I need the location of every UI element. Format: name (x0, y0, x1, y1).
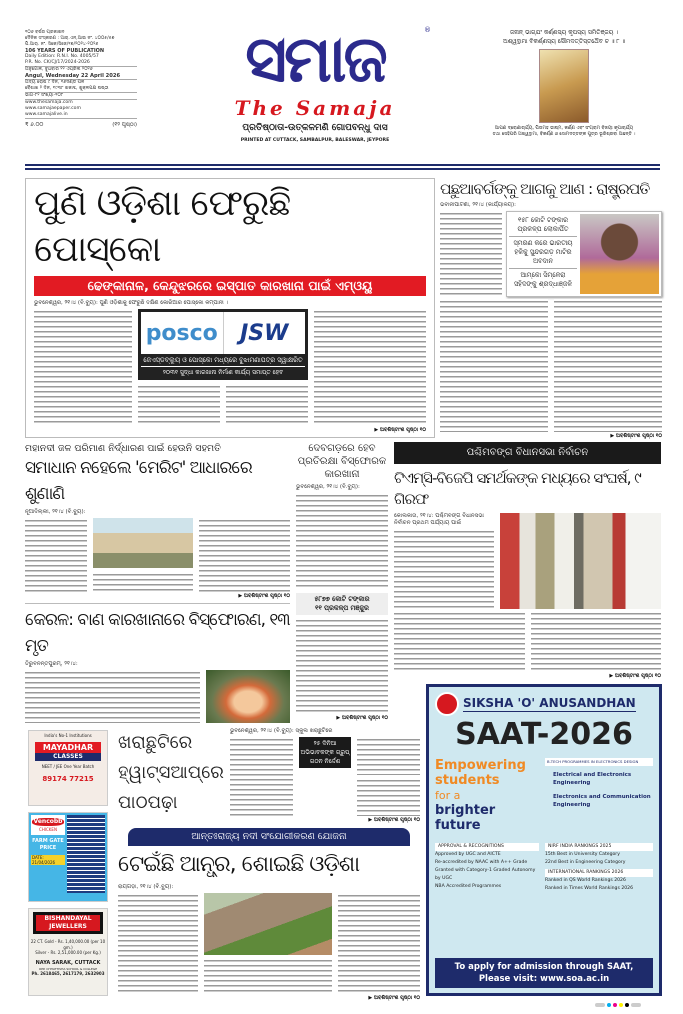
registration-marks (595, 1003, 641, 1007)
divider (25, 603, 290, 604)
deogarh-story (296, 442, 388, 722)
price: ₹ ୬.୦୦ (25, 122, 44, 128)
summer-body-3 (357, 778, 420, 816)
river-dateline: ରାୟଗଡ଼ା, ୨୧।୪ (ବି.ବ୍ୟୁ): (118, 884, 174, 890)
river-photo (204, 893, 332, 955)
approval-heading: APPROVAL & RECOGNITIONS (435, 843, 539, 851)
ad-phone: Ph. 2618465, 2617179, 2632903 (31, 970, 105, 976)
projects-box-line1: ୫୮୭୭ କୋଟି ଟଙ୍କାର (314, 594, 370, 603)
ad-phone: 89174 77215 (42, 775, 94, 783)
projects-box (296, 593, 388, 615)
bengal-banner: ପଶ୍ଚିମବଙ୍ଗ ବିଧାନସଭା ନିର୍ବାଚନ (394, 442, 661, 464)
continued-link[interactable]: ▶ ଅବଶିଷ୍ଟାଂଶ ପୃଷ୍ଠା ୧୦ (336, 715, 388, 721)
printed-at: PRINTED AT CUTTACK, SAMBALPUR, BALESWAR, JEYPORE (240, 138, 390, 143)
mahanadi-body-1 (25, 518, 87, 592)
ad-tagline: India's No-1 Institutions (44, 733, 92, 738)
header-rule (25, 164, 660, 166)
live-link[interactable]: www.samajalive.in (25, 112, 137, 119)
soa-saat-ad[interactable] (426, 684, 662, 996)
president-body-2 (440, 299, 548, 432)
summer-body-2 (357, 737, 420, 775)
president-body-3 (554, 299, 662, 432)
soa-title: SAAT-2026 (455, 717, 633, 752)
lead-body-col1 (34, 309, 132, 426)
bengal-body-2 (394, 611, 525, 672)
soa-logo (435, 692, 459, 716)
continued-link[interactable]: ▶ ଅବଶିଷ୍ଟାଂଶ ପୃଷ୍ଠା ୧୦ (238, 593, 290, 599)
summer-box: ୨୫ ଦିନିଆ ଅଭିଭାବକଙ୍କ ଗ୍ରୁପ୍ ଗଠନ ନିର୍ଦ୍ଦେଶ (299, 737, 351, 768)
continued-link[interactable]: ▶ ଅବଶିଷ୍ଟାଂଶ ପୃଷ୍ଠା ୧୦ (374, 427, 426, 433)
continued-link[interactable]: ▶ ଅବଶିଷ୍ଟାଂଶ ପୃଷ୍ଠା ୧୦ (368, 995, 420, 1001)
lead-body-col3 (226, 384, 308, 426)
almanac-1: ଅଦ୍ୟ ରୋଷ ୯ ଦିନ, ୧୬ଦଣ୍ଡ ପଳ (25, 80, 85, 85)
farm-gate-price: FARM GATE PRICE (32, 838, 64, 851)
ad-brand: MAYADHAR (35, 742, 101, 753)
ranking-item: 15th Best in University Category (545, 852, 620, 857)
bengal-headline[interactable]: ଟିଏମ୍‌ସି-ବିଜେପି ସମର୍ଥକଙ୍କ ମଧ୍ୟରେ ସଂଘର୍ଷ, ୯ ଗିରଫ (394, 469, 641, 508)
header-rule-2 (25, 168, 660, 170)
ad-course: NEET / JEE One Year Batch (41, 764, 95, 769)
approval-item: Re-accredited by NAAC with A++ Grade (435, 860, 528, 865)
lead-banner: ଢେଙ୍କାନାଳ, କେନ୍ଦୁଝରରେ ଇସ୍ପାତ କାରଖାନା ପାଇଁ ଏମ୍ଓୟୁ (34, 276, 426, 296)
soa-apply-cta[interactable]: To apply for admission through SAAT, Please visit: www.soa.ac.in (435, 958, 653, 988)
bengal-story (394, 442, 661, 680)
pr-odia: ପି.ଆର୍. ନଂ. ସିକେ/ସିଜେ/୧୭/୨୦୨୪-୨୦୨୬ (25, 42, 99, 47)
kerala-story (25, 607, 290, 723)
kerala-headline[interactable]: କେରଳ: ବାଣ କାରଖାନାରେ ବିସ୍ଫୋରଣ, ୧୩ ମୃତ (25, 610, 290, 656)
date-odia: ଅନୁଗୋଳ, ବୁଧବାର ୨୨ ଏପ୍ରିଲ ୨୦୨୬ (25, 67, 93, 72)
publication-years-odia: ୧୦୬ ବର୍ଷର ପ୍ରକାଶନ (25, 30, 65, 35)
river-banner: ଆନ୍ତଃରାଜ୍ୟ ନଦୀ ସଂଯୋଗୀକରଣ ଯୋଜନା (128, 828, 410, 846)
approval-item: Granted with Category-1 Graded Autonomy by UGC (435, 868, 536, 881)
image-caption: ଜେଏସ୍‌ଡବ୍ଲ୍ୟୁ ଓ ପୋସ୍କୋ ମଧ୍ୟରେ ବୁଝାମଣାପତ୍ର ସ୍ୱାକ୍ଷରିତ (143, 356, 303, 364)
jsw-logo: JSW (223, 312, 306, 354)
volume: ଭାଗ-୮୨ ସଂଖ୍ୟା-୧୦୮ (25, 93, 137, 100)
page-count: (୧୨ ପୃଷ୍ଠା) (112, 122, 137, 128)
river-body-3 (338, 893, 420, 994)
president-highlights (506, 211, 662, 297)
edition-info (25, 30, 137, 129)
masthead (185, 24, 445, 144)
ranking-item: 22nd Best in Engineering Category (545, 860, 626, 865)
deogarh-body-2 (296, 618, 388, 715)
epaper-link[interactable]: www.samajaepaper.com (25, 106, 81, 111)
kerala-dateline: ତିରୁବନନ୍ତପୁରମ୍, ୨୧।୪: (25, 661, 78, 667)
mayadhar-ad[interactable] (28, 730, 108, 806)
deogarh-body (296, 493, 388, 590)
president-body (440, 211, 502, 297)
ad-brand-sub: CLASSES (35, 753, 101, 761)
continued-link[interactable]: ▶ ଅବଶିଷ୍ଟାଂଶ ପୃଷ୍ଠା ୧୦ (609, 673, 661, 679)
highlight-item: ୧୫୮ କୋଟି ଟଙ୍କାର ପ୍ରକଳ୍ପ ଲୋକାର୍ପିତ (509, 214, 577, 237)
quote-caption-2: ତଥା ସେହିପରି ଅଶ୍ୱତ୍ଥାମା, ବିକର୍ଣ୍ଣ ଓ ସୋମଦତ୍ତଙ୍କ ପୁତ୍ର ଭୂରିଶ୍ରବା ଅଛନ୍ତି । (492, 132, 636, 137)
bengal-body-1 (394, 529, 494, 609)
summer-body-1 (230, 737, 293, 816)
silver-rate: Silver - Rs. 2,51,000.00 (per Kg.) (35, 950, 101, 955)
ad-brand: Vencobb (33, 818, 63, 825)
fire-photo (206, 670, 290, 723)
mahanadi-dateline: ନୂଆଦିଲ୍ଲୀ, ୨୧।୪ (ବି.ବ୍ୟୁ): (25, 509, 86, 515)
mahanadi-story (25, 442, 290, 600)
soa-tagline: Empowering students for a brighter future (435, 758, 526, 833)
ranking-item: Ranked in Times World Rankings 2026 (545, 886, 634, 891)
approval-item: NBA Accredited Programmes (435, 884, 502, 889)
river-story (118, 828, 420, 1002)
gold-rate: 22 CT. Gold - Rs. 1,40,000.00 (per 10 gm.) (30, 939, 106, 950)
approval-item: Approved by UGC and AICTE (435, 852, 501, 857)
lead-body-col2 (138, 384, 220, 426)
price-table (67, 815, 105, 893)
summer-story (118, 728, 420, 824)
continued-link[interactable]: ▶ ଅବଶିଷ୍ଟାଂଶ ପୃଷ୍ଠା ୧୦ (368, 817, 420, 823)
summer-headline[interactable]: ଖରାଛୁଟିରେ ହ୍ୱାଟ୍‌ସଆପ୍‌ରେ ପାଠପଢ଼ା (118, 732, 224, 813)
mahanadi-body-3 (199, 518, 290, 592)
masthead-motto: ପ୍ରତିଷ୍ଠାତା-ଉତ୍କଳମଣି ଗୋପବନ୍ଧୁ ଦାସ (242, 123, 388, 133)
website-link[interactable]: www.thesamaja.com (25, 100, 73, 105)
pr-number: P.R. No. CK/CJ/17/2024-2026 (25, 60, 137, 67)
image-subcaption: ୨୦୩୧ ସୁଦ୍ଧା କାରଖାନା ନିର୍ମାଣ କାର୍ଯ୍ୟ ସମାପ୍ତ ହେବ (141, 366, 305, 377)
intl-heading: INTERNATIONAL RANKINGS 2026 (545, 869, 653, 877)
years-of-publication: 106 YEARS OF PUBLICATION (25, 48, 105, 54)
soa-brand: SIKSHA 'O' ANUSANDHAN (463, 696, 636, 710)
river-body-2 (204, 958, 332, 994)
mahanadi-body-2 (93, 572, 193, 592)
lead-dateline: ଭୁବନେଶ୍ୱର, ୨୧।୪ (ବି.ବ୍ୟୁ): ପୁଣି ଓଡ଼ିଶାକୁ ଫେରୁଛି ଦକ୍ଷିଣ କୋରିଆର ପୋସ୍କୋ କମ୍ପାନୀ । (34, 300, 228, 306)
almanac-2: ବୈଶାଖ ୨ ଦିନ, ୧୯୩୮ ଶକାବ୍ଦ, ଶୁକ୍ଳପକ୍ଷ ଷଷ୍ଠୀ (25, 86, 137, 93)
bengal-body-3 (531, 611, 662, 672)
river-headline[interactable]: ଟେଇଁଛି ଆନ୍ଧ୍ର, ଶୋଇଛି ଓଡ଼ିଶା (118, 852, 360, 877)
quote-line-2: ଅଶ୍ୱତ୍ଥାମା ବିକର୍ଣ୍ଣସ୍ୟ ସୌମଦତ୍ତିସ୍ତଥୈବ ଚ ॥ ୮ ॥ (503, 38, 625, 45)
ad-brand-sub: CHICKEN (39, 827, 57, 832)
president-story (440, 178, 662, 440)
clash-photo (500, 513, 661, 609)
posco-jsw-image (138, 309, 308, 380)
program-item: Electrical and Electronics Engineering (553, 772, 632, 786)
kerala-body (25, 670, 200, 723)
president-dateline: ଭବାନୀପାଟଣା, ୨୧।୪ (କାର୍ଯ୍ୟାଳୟ): (440, 202, 516, 208)
posco-logo: posco (141, 312, 223, 354)
masthead-logo: ସମାଜ ® The Samaja (234, 23, 431, 120)
summer-dateline: ଭୁବନେଶ୍ୱର, ୨୧।୪ (ବି.ବ୍ୟୁ): ସ୍କୁଲ ଖରାଛୁଟିରେ (229, 728, 333, 734)
president-photo (580, 214, 659, 294)
program-item: Electronics and Communication Engineering (553, 794, 651, 808)
deogarh-dateline: ଭୁବନେଶ୍ୱର, ୨୧।୪ (ବି.ବ୍ୟୁ): (296, 484, 360, 490)
date-english: Angul, Wednesday 22 April 2026 (25, 73, 137, 80)
price-date: DATE: 21/04/2026 (31, 855, 65, 865)
quote-line-1: ଜନାନ୍ ଭାଗ୍ଯଂ କର୍ଣ୍ଣସ୍ୟ କୃପସ୍ୟ ସମିତିଞ୍ଜୟ । (509, 29, 619, 36)
river-photo (93, 518, 193, 568)
continued-link[interactable]: ▶ ଅବଶିଷ୍ଟାଂଶ ପୃଷ୍ଠା ୧୦ (610, 433, 662, 439)
highlight-item: ସ୍ମରଣ କରେ ଭାରତୀୟ ହକିକୁ ସୁନ୍ଦରଗଡ଼ ମାଟିର ଅବଦାନ (509, 237, 577, 269)
bengal-dateline: କୋଲକାତା, ୨୧।୪: ପଶ୍ଚିମବଙ୍ଗ ବିଧାନସଭା ନିର୍ବାଚନ ପ୍ରଥମ ପର୍ଯ୍ୟାୟ ପାଇଁ (394, 513, 484, 526)
gita-quote (468, 28, 660, 138)
lead-headline[interactable]: ପୁଣି ଓଡ଼ିଶା ଫେରୁଛି ପୋସ୍କୋ (34, 183, 291, 270)
vencobb-ad[interactable] (28, 812, 108, 902)
mahanadi-kicker: ମହାନଦୀ ଜଳ ପରିମାଣ ନିର୍ଦ୍ଧାରଣ ପାଇଁ ହେଉନି ସହମତି (25, 443, 221, 454)
ad-landmark: OPP. CHHATTISHA SCHOOL & COLLEGE (38, 966, 98, 971)
gita-illustration (539, 49, 589, 123)
mahanadi-headline[interactable]: ସମାଧାନ ନହେଲେ 'ମେରିଟ' ଆଧାରରେ ଶୁଣାଣି (25, 458, 252, 504)
ad-brand-sub: JEWELLERS (36, 923, 100, 931)
highlight-item: ଆମ୍‌କୋ ସିମ୍‌ଳେରା ସହିଦଙ୍କୁ ଶ୍ରଦ୍ଧାଞ୍ଜଳି (513, 271, 573, 288)
ad-address: NAYA SARAK, CUTTACK (35, 959, 101, 966)
projects-box-line2: ୧୧ ପ୍ରକଳ୍ପ ମଞ୍ଜୁର (315, 603, 369, 612)
quote-caption-1: ଆପଣ ଦ୍ରୋଣାଚାର୍ଯ୍ୟ, ପିତାମହ ଭୀଷ୍ମ, କର୍ଣ୍ଣ ଏବଂ ସଂଗ୍ରାମ ବିଜୟୀ କୃପାଚାର୍ଯ୍ୟ (494, 126, 634, 131)
river-body-1 (118, 893, 198, 994)
lead-body-col4 (314, 309, 426, 426)
bishandayal-ad[interactable] (28, 908, 108, 996)
rni-odia: ଦୈନିକ ସଂସ୍କରଣ : ଆର୍.ଏନ୍.ଆଇ ନଂ. ୪୦୦୫/୫୭ (25, 36, 115, 41)
president-headline[interactable]: ପଛୁଆବର୍ଗଙ୍କୁ ଆଗକୁ ଆଣ : ରାଷ୍ଟ୍ରପତି (440, 180, 650, 198)
deogarh-headline[interactable]: ଦେବଗଡ଼ରେ ହେବ ପ୍ରତିରକ୍ଷା ବିସ୍ଫୋରକ କାରଖାନା (297, 443, 387, 480)
lead-story (25, 178, 435, 438)
ranking-item: Ranked in QS World Rankings 2026 (545, 878, 626, 883)
nirf-heading: NIRF INDIA RANKINGS 2025 (545, 843, 653, 851)
btech-heading: B.TECH PROGRAMMES IN ELECTRONICS DESIGN (545, 758, 653, 766)
ad-brand: BISHANDAYAL (36, 915, 100, 923)
rni: Daily Edition: R.N.I. No. 4005/57 (25, 54, 99, 59)
